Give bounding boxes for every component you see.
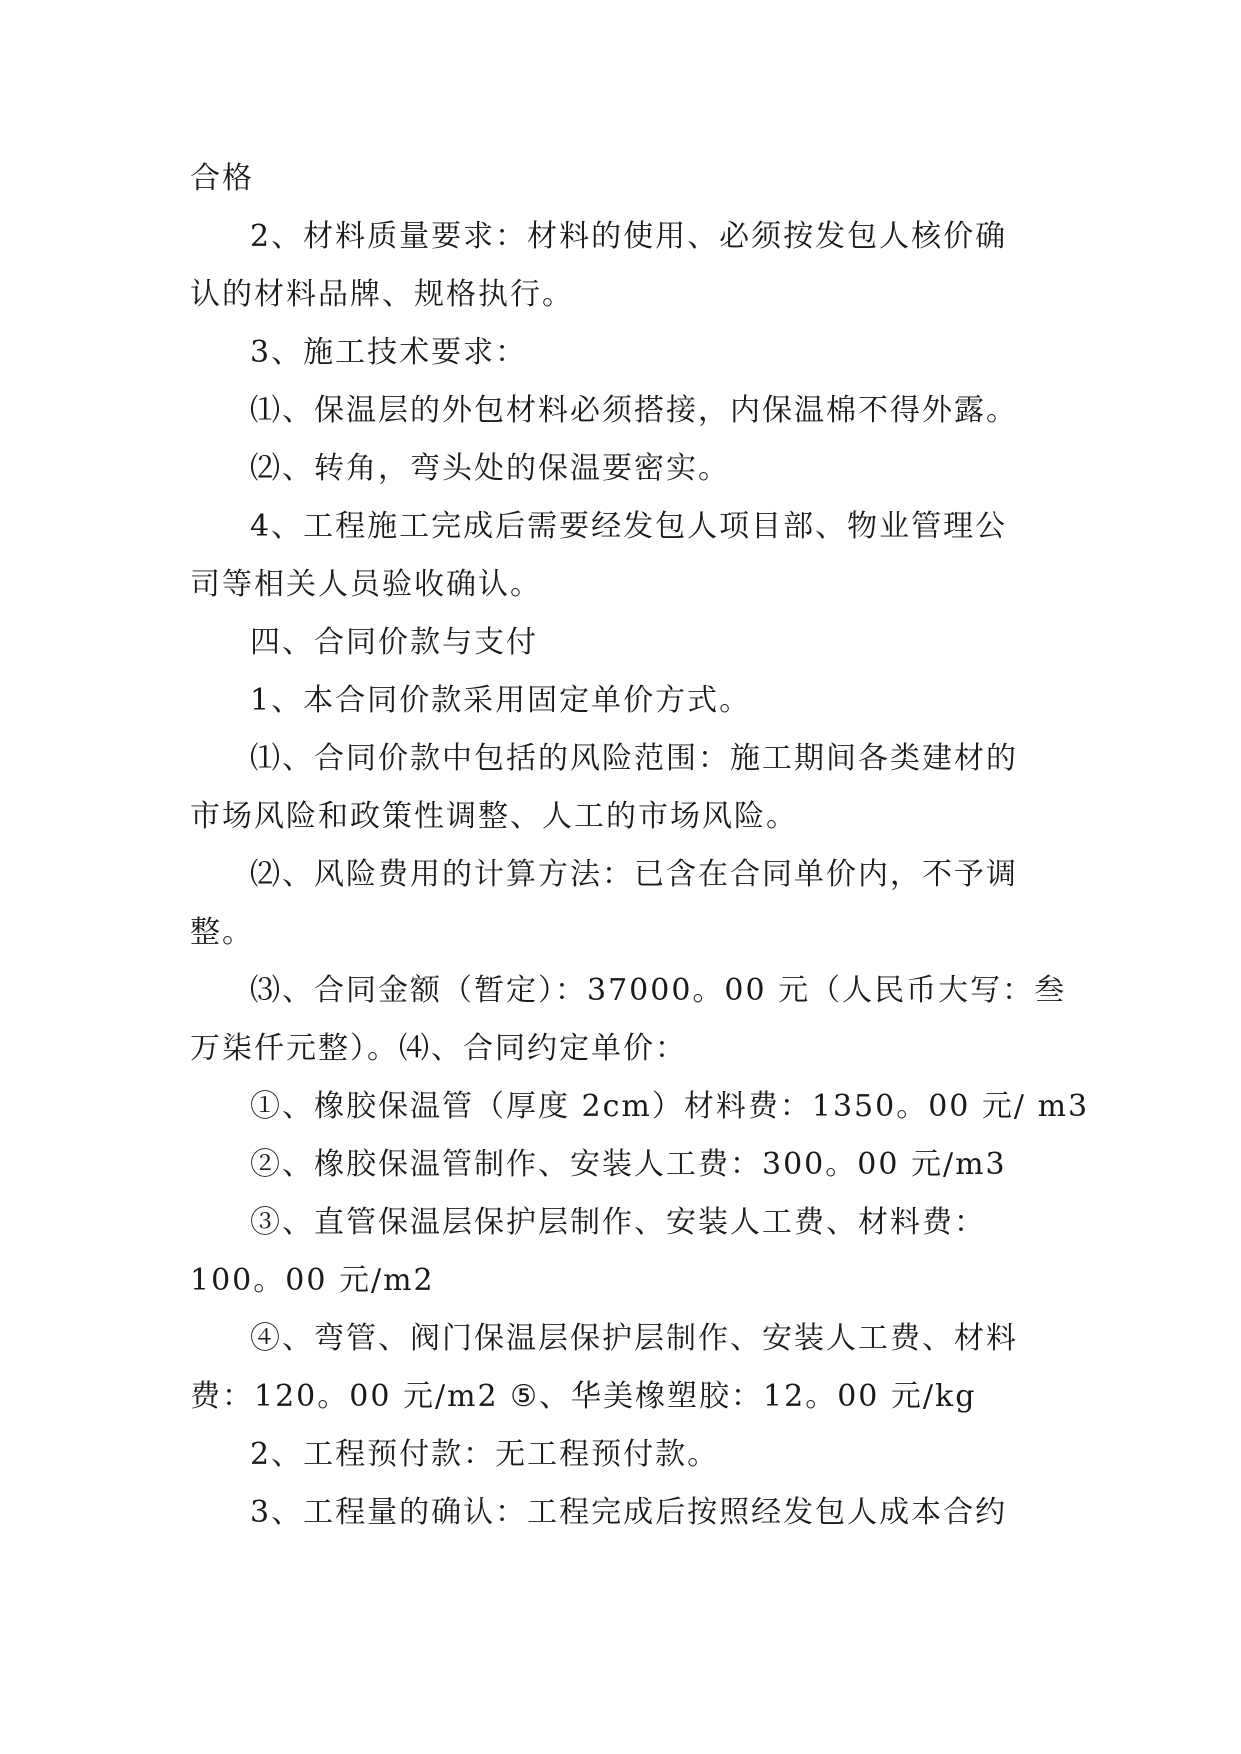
text-line: ⑴、合同价款中包括的风险范围：施工期间各类建材的 <box>250 741 1018 776</box>
price-item: 费：120。00 元/m2 ⑤、华美橡塑胶：12。00 元/kg <box>190 1379 977 1414</box>
price-item: 100。00 元/m2 <box>190 1263 435 1298</box>
price-item: ①、橡胶保温管（厚度 2cm）材料费：1350。00 元/ m3 <box>250 1089 1090 1124</box>
price-item: ②、橡胶保温管制作、安装人工费：300。00 元/m3 <box>250 1147 1007 1182</box>
document-body <box>190 150 1090 1542</box>
text-line: ⑴、保温层的外包材料必须搭接，内保温棉不得外露。 <box>250 393 1018 428</box>
text-line: 认的材料品牌、规格执行。 <box>190 277 574 312</box>
price-item: ④、弯管、阀门保温层保护层制作、安装人工费、材料 <box>250 1321 1018 1356</box>
text-line: 万柒仟元整）。⑷、合同约定单价： <box>190 1031 687 1066</box>
text-line: 4、工程施工完成后需要经发包人项目部、物业管理公 <box>250 509 1008 544</box>
text-line: 司等相关人员验收确认。 <box>190 567 542 602</box>
text-line: 整。 <box>190 915 254 950</box>
text-line: 市场风险和政策性调整、人工的市场风险。 <box>190 799 798 834</box>
section-heading: 3、施工技术要求： <box>250 335 528 370</box>
section-heading: 四、合同价款与支付 <box>250 625 538 660</box>
text-line: ⑵、转角，弯头处的保温要密实。 <box>250 451 730 486</box>
text-line: 3、工程量的确认：工程完成后按照经发包人成本合约 <box>250 1495 1008 1530</box>
price-item: ③、直管保温层保护层制作、安装人工费、材料费： <box>250 1205 986 1240</box>
text-line: ⑵、风险费用的计算方法：已含在合同单价内，不予调 <box>250 857 1018 892</box>
text-line: 2、材料质量要求：材料的使用、必须按发包人核价确 <box>250 219 1008 254</box>
text-line: ⑶、合同金额（暂定）：37000。00 元（人民币大写：叁 <box>250 973 1067 1008</box>
text-line: 2、工程预付款：无工程预付款。 <box>250 1437 720 1472</box>
text-line: 1、本合同价款采用固定单价方式。 <box>250 683 752 718</box>
text-line: 合格 <box>190 161 254 196</box>
